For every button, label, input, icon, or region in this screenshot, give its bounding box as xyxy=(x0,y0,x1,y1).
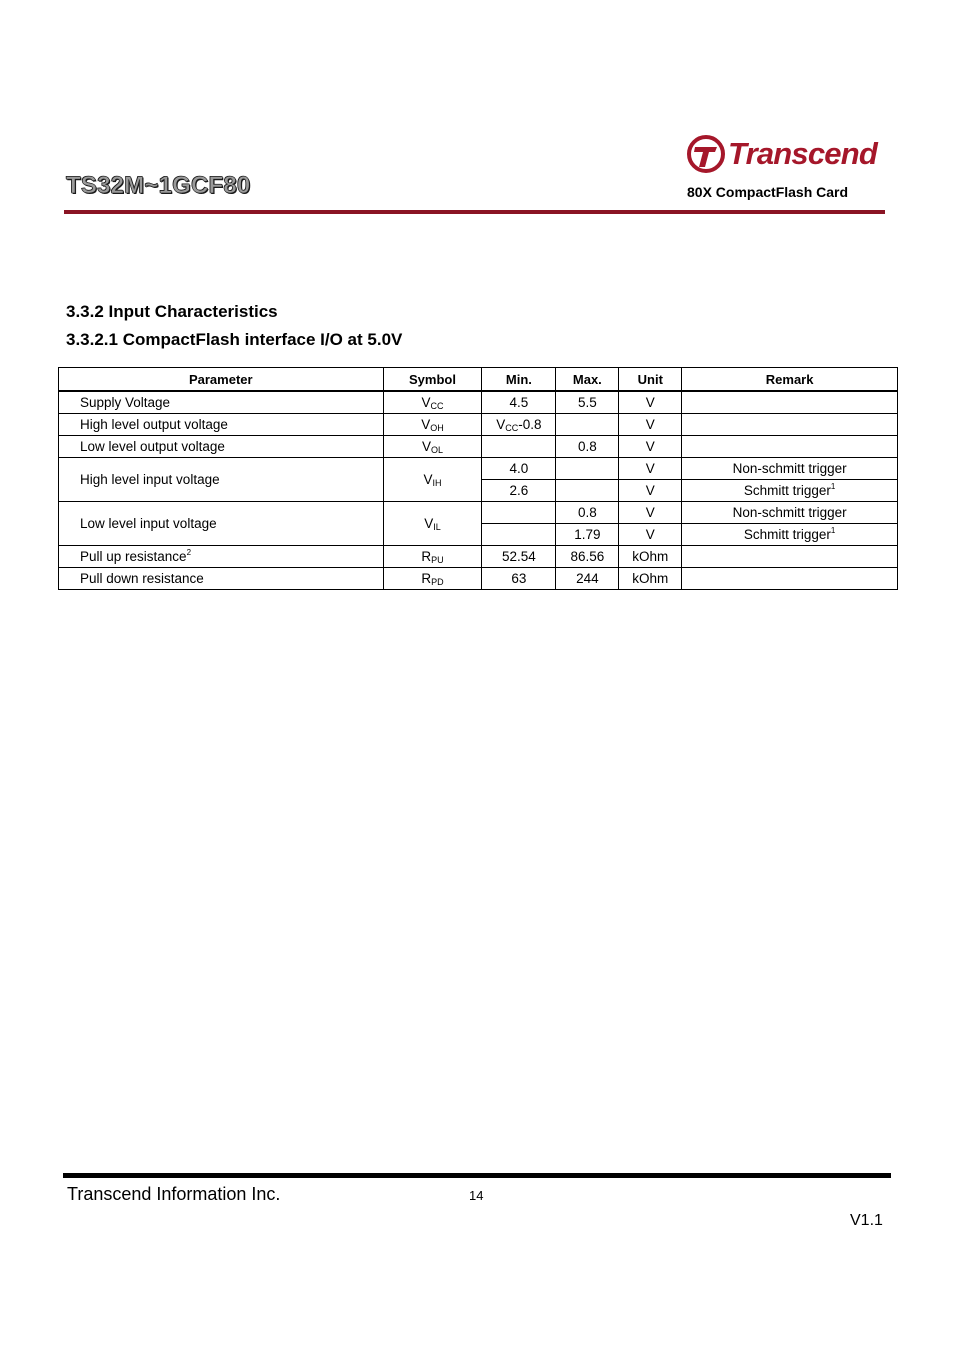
symbol-cell: $V_{IH}$ xyxy=(383,458,482,502)
remark-cell xyxy=(682,436,898,458)
remark-cell: Schmitt trigger$^1$ xyxy=(682,480,898,502)
input-characteristics-table xyxy=(58,367,898,590)
symbol-cell: $R_{PU}$ xyxy=(383,546,482,568)
param-cell: Pull up resistance$^2$ xyxy=(59,546,384,568)
symbol-cell: $V_{CC}$ xyxy=(383,391,482,414)
table-row xyxy=(59,458,898,480)
remark-cell: Schmitt trigger$^1$ xyxy=(682,524,898,546)
symbol-cell: $R_{PD}$ xyxy=(383,568,482,590)
table-row xyxy=(59,502,898,524)
table-row xyxy=(59,568,898,590)
min-cell: 4.5 xyxy=(482,391,556,414)
table-row xyxy=(59,414,898,436)
table-row xyxy=(59,546,898,568)
max-cell: 86.56 xyxy=(556,546,619,568)
min-cell: 4.0 xyxy=(482,458,556,480)
min-cell: 63 xyxy=(482,568,556,590)
unit-cell: V xyxy=(619,436,682,458)
brand-name: Transcend xyxy=(728,136,878,171)
remark-cell: Non-schmitt trigger xyxy=(682,502,898,524)
param-cell: Low level input voltage xyxy=(59,502,384,546)
min-cell: $V_{CC}-0.8$ xyxy=(482,414,556,436)
symbol-cell: $V_{OL}$ xyxy=(383,436,482,458)
min-cell xyxy=(482,524,556,546)
unit-cell: V xyxy=(619,524,682,546)
document-version: V1.1 xyxy=(850,1212,883,1229)
min-cell: 2.6 xyxy=(482,480,556,502)
product-subtitle: 80X CompactFlash Card xyxy=(687,184,849,200)
param-cell: High level output voltage xyxy=(59,414,384,436)
unit-cell: V xyxy=(619,480,682,502)
header-divider xyxy=(64,210,885,214)
min-cell xyxy=(482,502,556,524)
max-cell: 0.8 xyxy=(556,436,619,458)
unit-cell: V xyxy=(619,414,682,436)
remark-cell: Non-schmitt trigger xyxy=(682,458,898,480)
max-cell: 5.5 xyxy=(556,391,619,414)
transcend-logo-icon xyxy=(686,134,726,174)
param-cell: Low level output voltage xyxy=(59,436,384,458)
max-cell xyxy=(556,458,619,480)
table-row xyxy=(59,391,898,414)
header-symbol: Symbol xyxy=(383,368,482,392)
unit-cell: kOhm xyxy=(619,568,682,590)
param-cell: Supply Voltage xyxy=(59,391,384,414)
max-cell: 244 xyxy=(556,568,619,590)
page-number: 14 xyxy=(469,1188,484,1203)
unit-cell: V xyxy=(619,458,682,480)
table-header-row xyxy=(59,368,898,392)
unit-cell: V xyxy=(619,391,682,414)
header-unit: Unit xyxy=(619,368,682,392)
min-cell: 52.54 xyxy=(482,546,556,568)
max-cell: 1.79 xyxy=(556,524,619,546)
transcend-logo xyxy=(686,134,877,174)
remark-cell xyxy=(682,414,898,436)
unit-cell: kOhm xyxy=(619,546,682,568)
min-cell xyxy=(482,436,556,458)
max-cell xyxy=(556,480,619,502)
remark-cell xyxy=(682,391,898,414)
table-row xyxy=(59,436,898,458)
remark-cell xyxy=(682,568,898,590)
header-parameter: Parameter xyxy=(59,368,384,392)
footer-divider xyxy=(63,1173,891,1178)
subsection-heading: 3.3.2.1 CompactFlash interface I/O at 5.0V xyxy=(66,330,403,349)
header-remark: Remark xyxy=(682,368,898,392)
header-min: Min. xyxy=(482,368,556,392)
remark-cell xyxy=(682,546,898,568)
symbol-cell: $V_{IL}$ xyxy=(383,502,482,546)
symbol-cell: $V_{OH}$ xyxy=(383,414,482,436)
max-cell xyxy=(556,414,619,436)
param-cell: High level input voltage xyxy=(59,458,384,502)
section-heading: 3.3.2 Input Characteristics xyxy=(66,302,278,321)
document-title: TS32M~1GCF80 xyxy=(66,172,251,199)
unit-cell: V xyxy=(619,502,682,524)
footer-company: Transcend Information Inc. xyxy=(67,1184,281,1204)
header-max: Max. xyxy=(556,368,619,392)
param-cell: Pull down resistance xyxy=(59,568,384,590)
max-cell: 0.8 xyxy=(556,502,619,524)
